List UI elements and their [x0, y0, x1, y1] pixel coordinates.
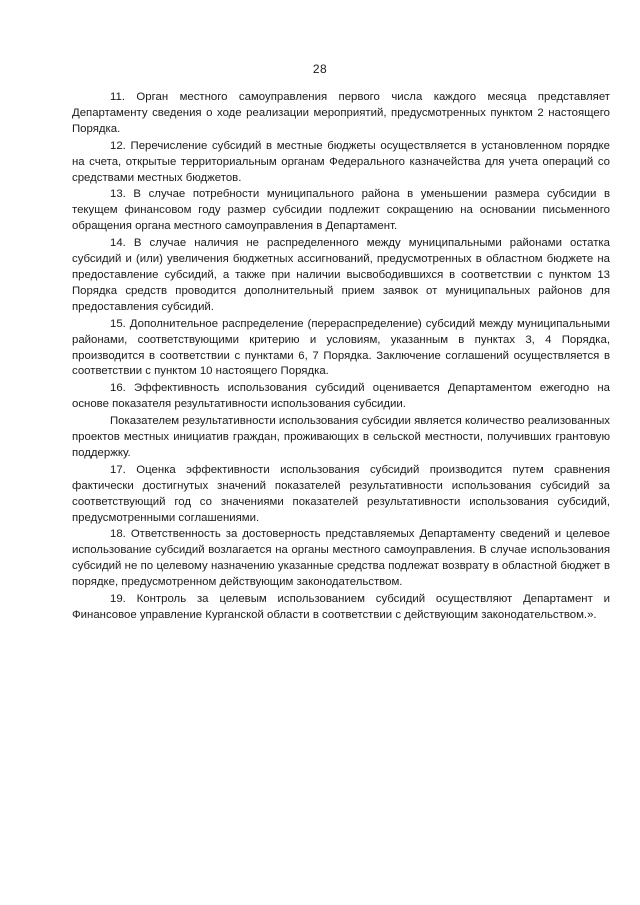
- document-body: [72, 90, 610, 625]
- page-number: 28: [312, 62, 328, 76]
- paragraph-12: 12. Перечисление субсидий в местные бюджеты осуществляется в установленном порядке на счета, открытые территориальным органам Федерального казначейства для учета операций со средствами местных бюджетов.: [72, 139, 610, 184]
- paragraph-18: 18. Ответственность за достоверность представляемых Департаменту сведений и целевое использование субсидий возлагается на органы местного самоуправления. В случае использования субсидий не по целевому назначению указанные средства подлежат возврату в областной бюджет в порядке, предусмотренном действующим законодательством.: [72, 528, 610, 589]
- paragraph-13: 13. В случае потребности муниципального района в уменьшении размера субсидии в текущем финансовом году размер субсидии подлежит сокращению на основании письменного обращения органа местного самоуправления в Департамент.: [72, 188, 610, 233]
- paragraph-16: 16. Эффективность использования субсидий оценивается Департаментом ежегодно на основе показателя результативности использования субсидии.: [72, 382, 610, 411]
- paragraph-15: 15. Дополнительное распределение (перераспределение) субсидий между муниципальными районами, соответствующими критерию и условиям, указанным в пунктах 3, 4 Порядка, производится в соответствии с пунктами 6, 7 Порядка. Заключение соглашений осуществляется в соответствии с пунктом 10 настоящего Порядка.: [72, 317, 610, 378]
- paragraph-14: 14. В случае наличия не распределенного между муниципальными районами остатка субсидий и (или) увеличения бюджетных ассигнований, предусмотренных в областном бюджете на предоставление субсидий, а также при наличии высвободившихся в соответствии с пунктом 13 Порядка средств проводится дополнительный прием заявок от муниципальных районов для предоставления субсидий.: [72, 237, 610, 313]
- paragraph-16-indicator: Показателем результативности использования субсидии является количество реализованных проектов местных инициатив граждан, проживающих в сельской местности, получивших грантовую поддержку.: [72, 415, 610, 459]
- paragraph-17: 17. Оценка эффективности использования субсидий производится путем сравнения фактически достигнутых значений показателей результативности использования субсидий за соответствующий год со значениями показателей результативности использования субсидий, предусмотренными соглашениями.: [72, 463, 610, 524]
- paragraph-11: 11. Орган местного самоуправления первого числа каждого месяца представляет Департаменту сведения о ходе реализации мероприятий, предусмотренных пунктом 2 настоящего Порядка.: [72, 91, 610, 135]
- paragraph-19: 19. Контроль за целевым использованием субсидий осуществляют Департамент и Финансовое управление Курганской области в соответствии с действующим законодательством.».: [72, 593, 610, 621]
